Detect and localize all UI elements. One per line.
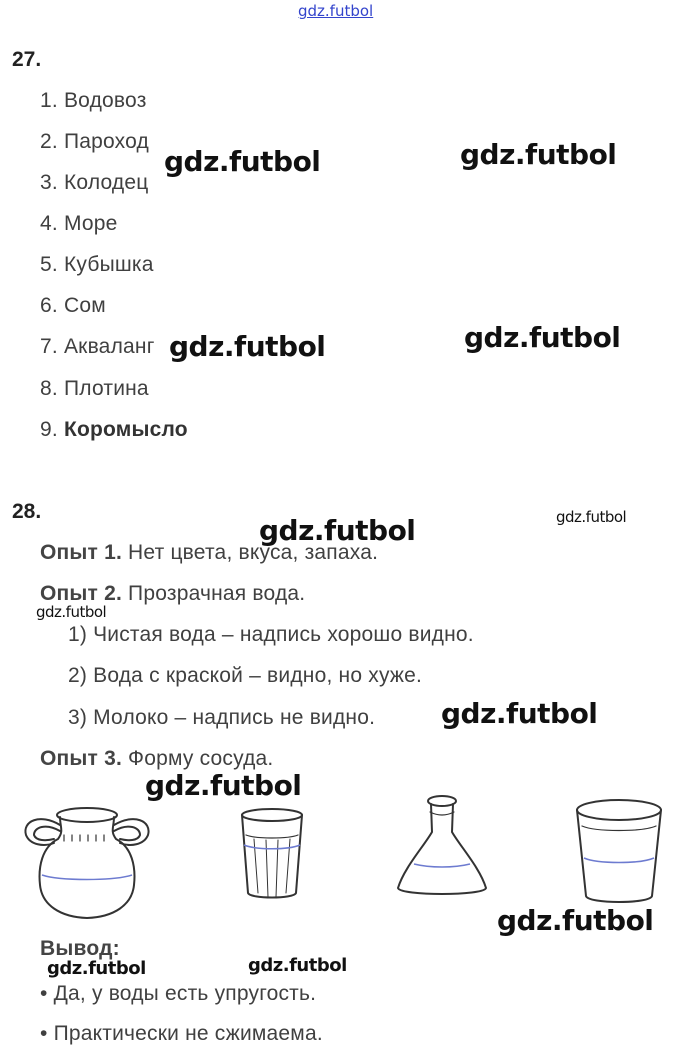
conclusion-item: • Да, у воды есть упругость.	[40, 982, 317, 1005]
list-item: 7. Акваланг	[40, 335, 155, 358]
watermark: gdz.futbol	[460, 138, 617, 171]
watermark: gdz.futbol	[441, 697, 598, 730]
task-number-28: 28.	[12, 500, 42, 523]
conclusion-item: • Практически не сжимаема.	[40, 1022, 323, 1045]
list-item: 1. Водовоз	[40, 89, 147, 112]
watermark: gdz.futbol	[164, 145, 321, 178]
watermark: gdz.futbol	[36, 603, 107, 621]
experiment-2: Опыт 2. Прозрачная вода.	[40, 582, 306, 605]
list-item: 1) Чистая вода – надпись хорошо видно.	[68, 623, 474, 646]
glass-icon	[236, 805, 308, 903]
watermark: gdz.futbol	[464, 321, 621, 354]
list-item: 3. Колодец	[40, 171, 149, 194]
experiment-3: Опыт 3. Форму сосуда.	[40, 747, 274, 770]
watermark: gdz.futbol	[497, 904, 654, 937]
list-item: 9. Коромысло	[40, 418, 188, 441]
watermark: gdz.futbol	[145, 769, 302, 802]
experiment-1: Опыт 1. Нет цвета, вкуса, запаха.	[40, 541, 379, 564]
task-number-27: 27.	[12, 48, 42, 71]
watermark: gdz.futbol	[556, 508, 627, 526]
watermark: gdz.futbol	[259, 514, 416, 547]
watermark: gdz.futbol	[169, 330, 326, 363]
watermark: gdz.futbol	[47, 958, 146, 979]
list-item: 2) Вода с краской – видно, но хуже.	[68, 664, 423, 687]
list-item: 3) Молоко – надпись не видно.	[68, 706, 376, 729]
list-item: 5. Кубышка	[40, 253, 154, 276]
list-item: 8. Плотина	[40, 377, 149, 400]
list-item: 4. Море	[40, 212, 118, 235]
list-item: 6. Сом	[40, 294, 106, 317]
jug-icon	[20, 805, 154, 923]
flask-icon	[394, 792, 490, 902]
watermark: gdz.futbol	[248, 955, 347, 976]
list-item: 2. Пароход	[40, 130, 149, 153]
cup-icon	[572, 796, 666, 908]
site-link[interactable]: gdz.futbol	[298, 2, 374, 20]
conclusion-label: Вывод:	[40, 937, 120, 960]
